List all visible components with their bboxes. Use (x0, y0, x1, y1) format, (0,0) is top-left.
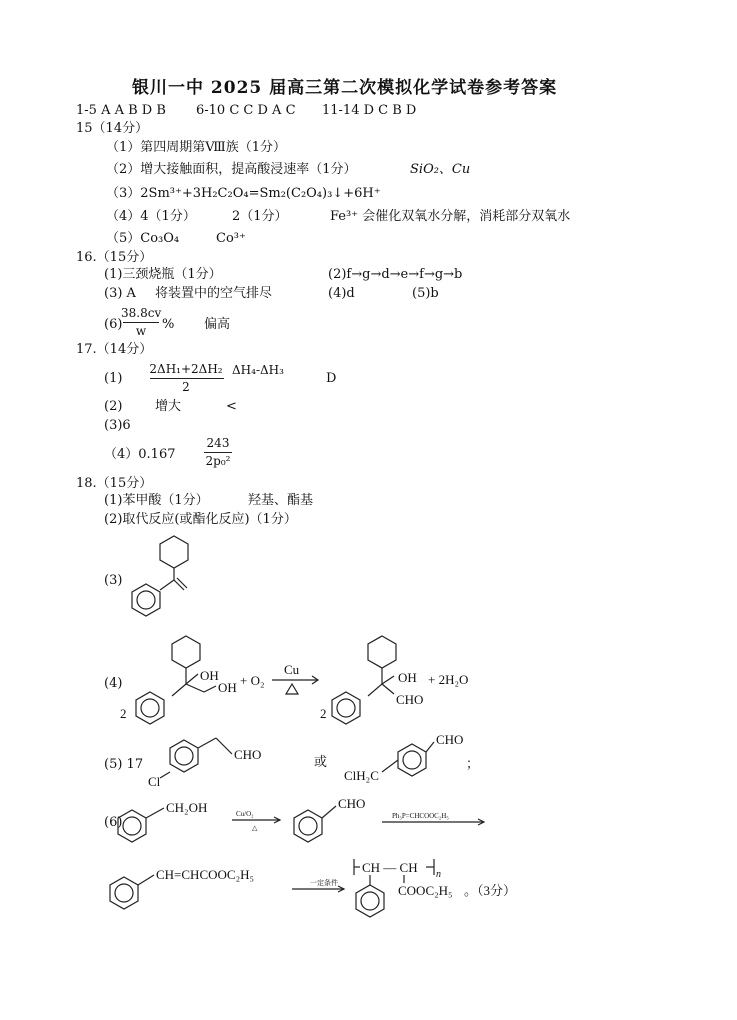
q17-fraction-numerator: 2ΔH₁+2ΔH₂ (149, 362, 223, 376)
q16-answer-6-label: (6) (104, 317, 123, 332)
q17-answer-4-bar (204, 452, 232, 453)
q18-answer-2: (2)取代反应(或酯化反应)（1分） (104, 512, 297, 527)
q18-r6-cond1: Cu/O₂ (236, 810, 254, 818)
q15-heading: 15（14分） (76, 121, 149, 136)
q18-r5-semicolon: ； (466, 756, 480, 771)
q18-r4-oh3: OH (398, 670, 417, 685)
q18-answer-3-label: (3) (104, 573, 123, 588)
q16-percent: % (162, 317, 175, 332)
q16-answer-3b: 将装置中的空气排尽 (155, 286, 273, 301)
q18-r4-oh1: OH (200, 668, 219, 683)
q15-answer-1: （1）第四周期第Ⅷ族（1分） (106, 140, 287, 155)
q15-answer-5b: Co³⁺ (216, 231, 246, 246)
q16-fraction-denominator: w (135, 324, 147, 338)
q17-answer-1-label: (1) (104, 371, 123, 386)
q18-r4-oh2: OH (218, 680, 237, 695)
q18-r4-o2: + O₂ (240, 673, 265, 688)
q18-r6-cond1b: △ (252, 824, 258, 832)
q18-r4-cu: Cu (284, 662, 300, 677)
mc-answers-1-5: 1-5 A A B D B (76, 103, 166, 118)
q17-fraction-bar (150, 378, 224, 379)
q18-r5-cl: Cl (148, 774, 161, 789)
q18-r4-coef2: 2 (320, 706, 327, 721)
mc-answers-6-10: 6-10 C C D A C (196, 103, 296, 118)
q18-r4-product: + 2H₂O (428, 672, 469, 687)
q17-answer-3: (3)6 (104, 418, 131, 433)
q18-r6-cho: CHO (338, 796, 366, 811)
q18-route-6b (104, 855, 544, 925)
q16-answer-6b: 偏高 (204, 317, 231, 332)
q17-answer-1c: ΔH₄-ΔH₃ (232, 363, 284, 377)
q18-heading: 18.（15分） (76, 476, 153, 491)
q18-structures-5 (144, 728, 504, 794)
q18-answer-5-label: (5) 17 (104, 757, 144, 772)
q18-reaction-4 (116, 630, 496, 730)
q17-heading: 17.（14分） (76, 342, 153, 357)
q16-fraction-bar (123, 322, 159, 323)
q18-r5-or: 或 (314, 754, 328, 769)
q15-answer-4b: 2（1分） (232, 209, 288, 224)
q16-answer-1: (1)三颈烧瓶（1分） (104, 267, 222, 282)
q15-answer-3: （3）2Sm³⁺+3H₂C₂O₄=Sm₂(C₂O₄)₃↓+6H⁺ (106, 186, 381, 201)
q16-heading: 16.（15分） (76, 250, 153, 265)
q15-answer-4c: Fe³⁺ 会催化双氧水分解，消耗部分双氧水 (330, 209, 571, 224)
q18-r5-clch2: ClH₂C (344, 768, 379, 783)
mc-answers-11-14: 11-14 D C B D (322, 103, 417, 118)
q18-r5-cho2: CHO (436, 732, 464, 747)
q17-answer-1d: D (326, 371, 337, 386)
q18-r6-cond3: 一定条件 (310, 879, 338, 887)
q16-answer-4: (4)d (328, 286, 355, 301)
q18-answer-1b: 羟基、酯基 (248, 493, 314, 508)
q18-r6-ch2oh: CH₂OH (166, 800, 208, 815)
page-title: 银川一中 2025 届高三第二次模拟化学试卷参考答案 (132, 78, 558, 98)
q18-structure-3 (118, 530, 198, 626)
q16-answer-2: (2)f→g→d→e→f→g→b (328, 267, 463, 282)
q18-r4-coef1: 2 (120, 706, 127, 721)
q18-r6-polyn: n (436, 869, 441, 880)
q17-answer-2-label: (2) (104, 399, 123, 414)
q18-r5-cho1: CHO (234, 747, 262, 762)
q15-answer-2: （2）增大接触面积，提高酸浸速率（1分） (106, 162, 357, 177)
q18-r6-poly1: CH — CH (362, 860, 418, 875)
q17-answer-4-numerator: 243 (206, 436, 230, 450)
q18-r6-ester: CH=CHCOOC₂H₅ (156, 867, 255, 882)
q16-fraction-numerator: 38.8cv (121, 306, 162, 320)
q18-r6-poly2: COOC₂H₅ (398, 883, 453, 898)
q17-answer-4-denominator: 2p₀² (205, 454, 231, 468)
q18-route-6a (116, 790, 496, 850)
q17-fraction-denominator: 2 (182, 380, 190, 394)
q17-answer-4a: （4）0.167 (104, 447, 176, 462)
q18-answer-6-label: (6) (104, 815, 123, 830)
q18-r6-cond2: Ph₃P=CHCOOC₂H₅ (392, 812, 449, 820)
q18-r6-end: 。（3分） (464, 883, 517, 898)
q18-r4-cho: CHO (396, 692, 424, 707)
q18-answer-1a: (1)苯甲酸（1分） (104, 493, 209, 508)
q17-answer-2b: 增大 (155, 399, 182, 414)
q15-answer-2b: SiO₂、Cu (410, 162, 471, 177)
q15-answer-4a: （4）4（1分） (106, 209, 196, 224)
q16-answer-5: (5)b (412, 286, 439, 301)
q18-answer-4-label: (4) (104, 676, 123, 691)
q17-answer-2c: < (226, 399, 237, 414)
q15-answer-5a: （5）Co₃O₄ (106, 231, 180, 246)
q16-answer-3a: (3) A (104, 286, 136, 301)
